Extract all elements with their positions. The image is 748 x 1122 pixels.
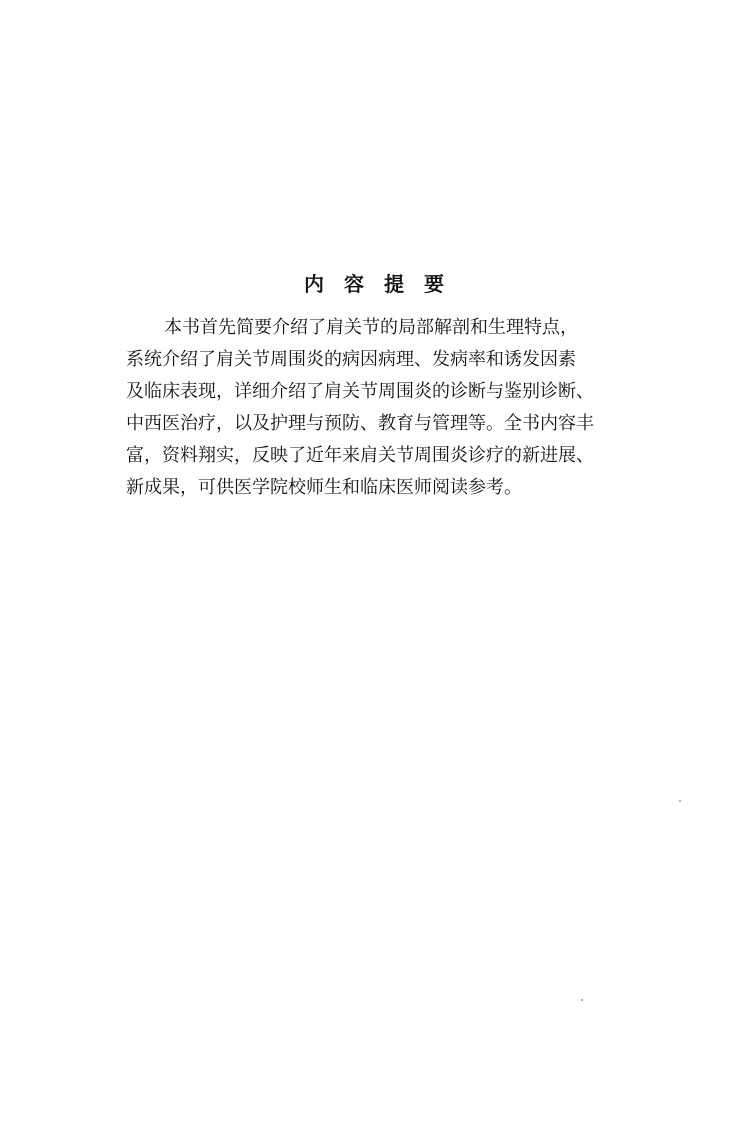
abstract-line: 及临床表现，详细介绍了肩关节周围炎的诊断与鉴别诊断、 <box>126 381 594 402</box>
abstract-line: 富，资料翔实，反映了近年来肩关节周围炎诊疗的新进展、 <box>126 445 594 466</box>
abstract-paragraph <box>126 312 658 504</box>
abstract-line: 系统介绍了肩关节周围炎的病因病理、发病率和诱发因素 <box>126 349 576 370</box>
abstract-line: 新成果，可供医学院校师生和临床医师阅读参考。 <box>126 477 522 498</box>
abstract-line: 中西医治疗，以及护理与预防、教育与管理等。全书内容丰 <box>126 413 594 434</box>
section-title: 内容提要 <box>304 272 464 296</box>
scan-speck <box>581 999 583 1001</box>
abstract-line: 本书首先简要介绍了肩关节的局部解剖和生理特点， <box>164 317 578 338</box>
scan-speck <box>679 800 681 802</box>
